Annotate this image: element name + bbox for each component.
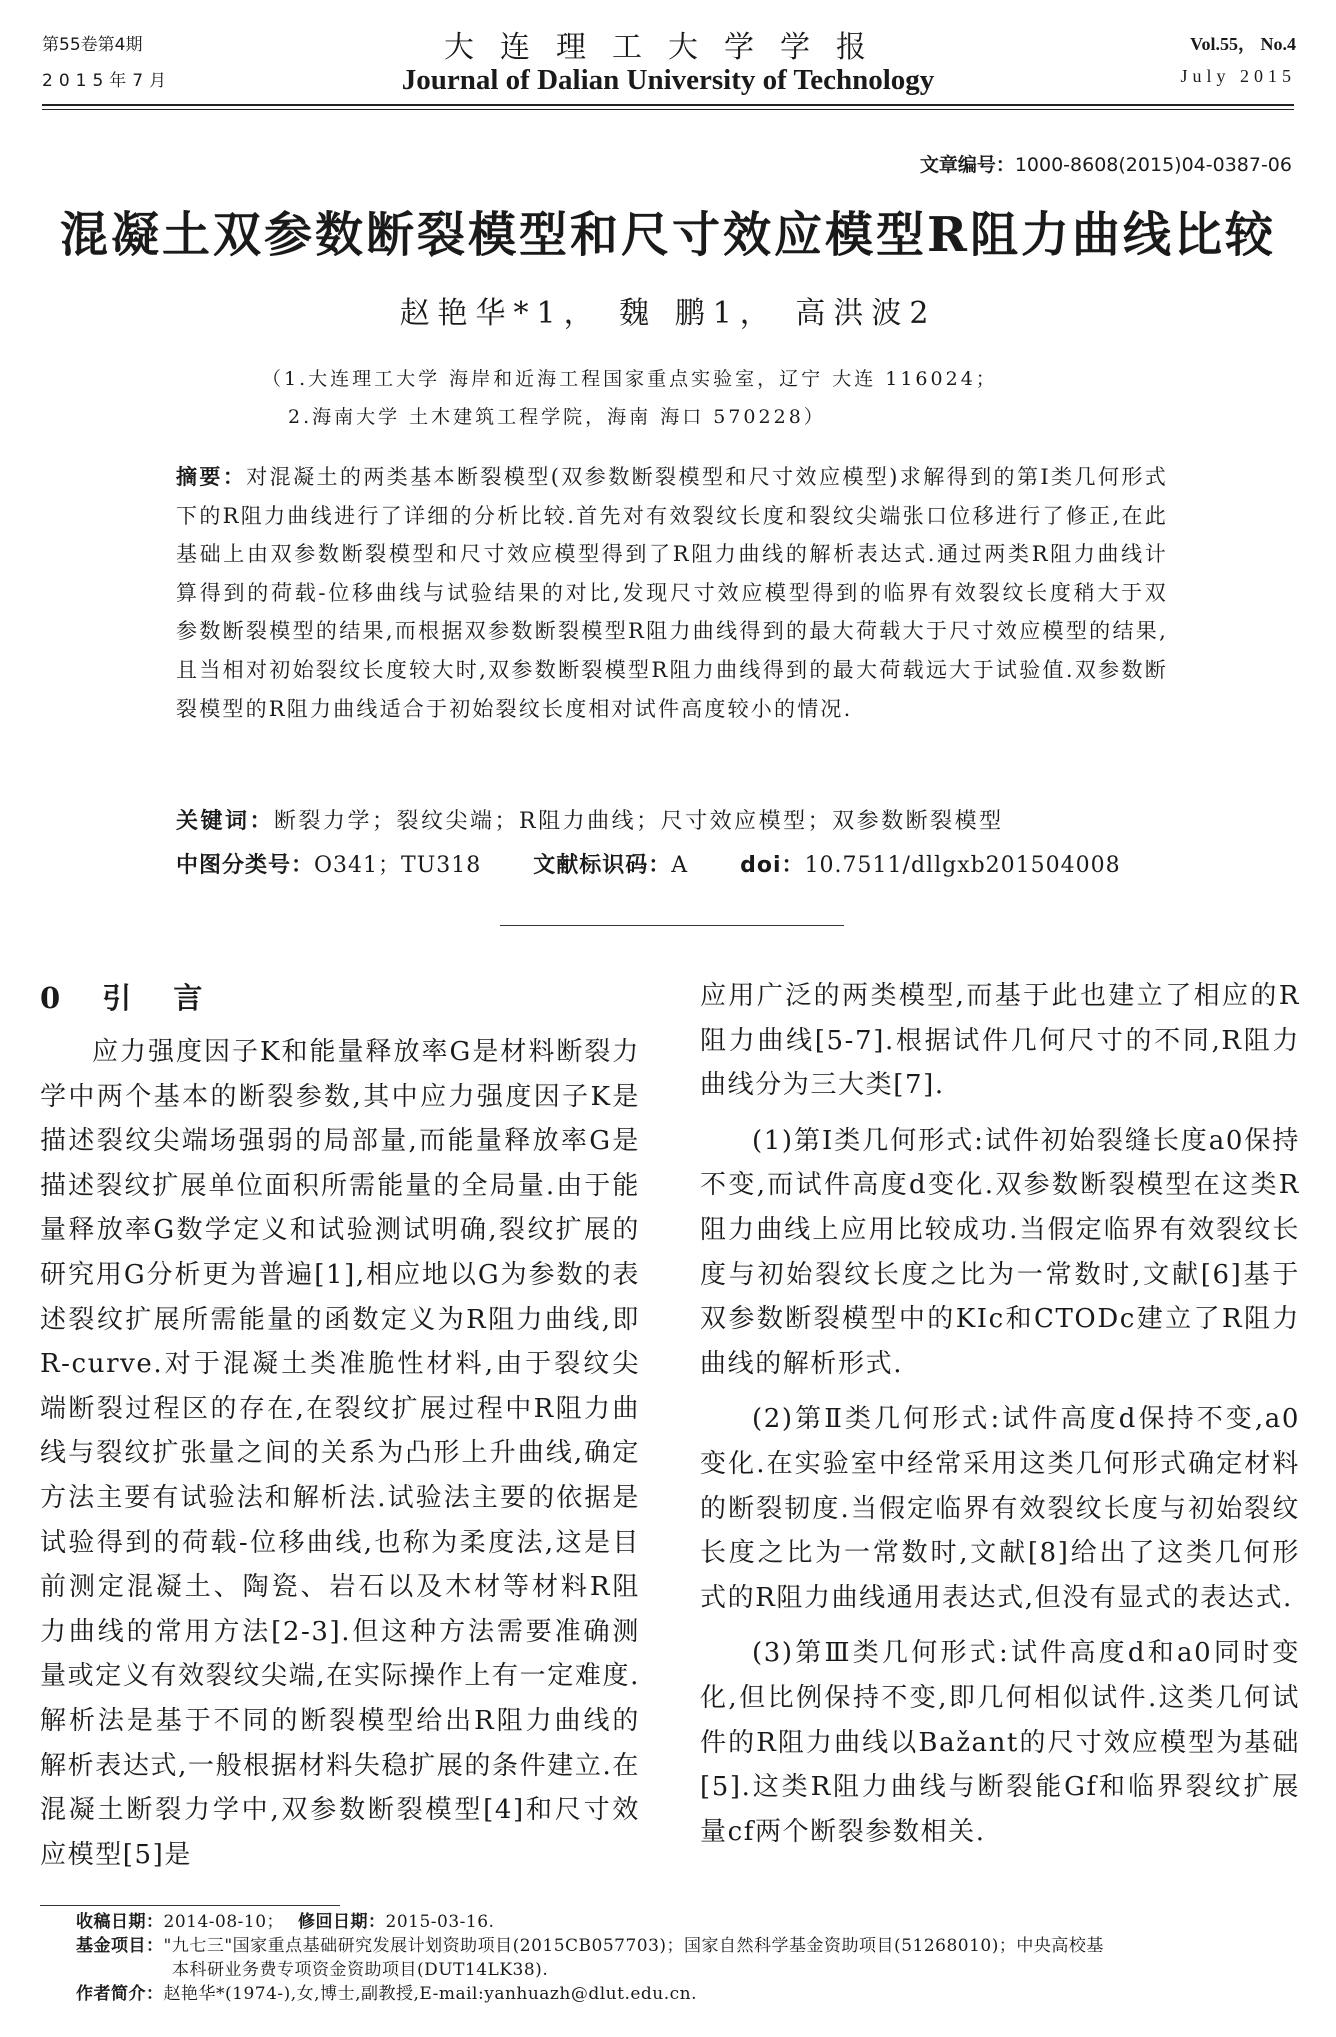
- footnotes: [76, 1910, 1326, 2006]
- author-list: 赵艳华*1， 魏 鹏1， 高洪波2: [399, 296, 937, 331]
- footnote-fund: [76, 1934, 1326, 1958]
- body-paragraph: (2)第Ⅱ类几何形式:试件高度d保持不变,a0变化.在实验室中经常采用这类几何形式确定材料的断裂韧度.当假定临界有效裂纹长度与初始裂纹长度之比为一常数时,文献[8]给出了这类几何形式的R阻力曲线通用表达式,但没有显式的表达式.: [700, 1404, 1300, 1613]
- issue-date: 2015年7月: [42, 71, 173, 91]
- abstract-separator: [500, 925, 844, 926]
- received-label: 收稿日期：: [76, 1912, 164, 1932]
- body-paragraph: 应力强度因子K和能量释放率G是材料断裂力学中两个基本的断裂参数,其中应力强度因子K是描述裂纹尖端场强弱的局部量,而能量释放率G是描述裂纹扩展单位面积所需能量的全局量.由于能量释放率G数学定义和试验测试明确,裂纹扩展的研究用G分析更为普遍[1],相应地以G为参数的表述裂纹扩展所需能量的函数定义为R阻力曲线,即R-curve.对于混凝土类准脆性材料,由于裂纹尖端断裂过程区的存在,在裂纹扩展过程中R阻力曲线与裂纹扩张量之间的关系为凸形上升曲线,确定方法主要有试验法和解析法.试验法主要的依据是试验得到的荷载-位移曲线,也称为柔度法,这是目前测定混凝土、陶瓷、岩石以及木材等材料R阻力曲线的常用方法[2-3].但这种方法需要准确测量或定义有效裂纹尖端,在实际操作上有一定难度.解析法是基于不同的断裂模型给出R阻力曲线的解析表达式,一般根据材料失稳扩展的条件建立.在混凝土断裂力学中,双参数断裂模型[4]和尺寸效应模型[5]是: [40, 1037, 640, 1870]
- clc-label: 中图分类号：: [176, 853, 315, 878]
- keywords-text: 断裂力学；裂纹尖端；R阻力曲线；尺寸效应模型；双参数断裂模型: [274, 809, 1004, 834]
- journal-title-cn: 大连理工大学学报: [444, 30, 892, 65]
- clc-value: O341；TU318: [314, 853, 482, 878]
- footnote-author: [76, 1982, 1326, 2006]
- doi-link[interactable]: 10.7511/dllgxb201504008: [804, 853, 1121, 878]
- abstract-text: 对混凝土的两类基本断裂模型(双参数断裂模型和尺寸效应模型)求解得到的第Ⅰ类几何形式下的R阻力曲线进行了详细的分析比较.首先对有效裂纹长度和裂纹尖端张口位移进行了修正,在此基础上由双参数断裂模型和尺寸效应模型得到了R阻力曲线的解析表达式.通过两类R阻力曲线计算得到的荷载-位移曲线与试验结果的对比,发现尺寸效应模型得到的临界有效裂纹长度稍大于双参数断裂模型的结果,而根据双参数断裂模型R阻力曲线得到的最大荷载大于尺寸效应模型的结果,且当相对初始裂纹长度较大时,双参数断裂模型R阻力曲线得到的最大荷载远大于试验值.双参数断裂模型的R阻力曲线适合于初始裂纹长度相对试件高度较小的情况.: [176, 465, 1168, 721]
- body-column-left: [40, 1030, 640, 1877]
- affiliation-2: 2.海南大学 土木建筑工程学院，海南 海口 570228）: [288, 406, 826, 428]
- revised-date: 2015-03-16.: [385, 1912, 495, 1932]
- body-paragraph: (1)第Ⅰ类几何形式:试件初始裂缝长度a0保持不变,而试件高度d变化.双参数断裂模型在这类R阻力曲线上应用比较成功.当假定临界有效裂纹长度与初始裂纹长度之比为一常数时,文献[6]基于双参数断裂模型中的KIc和CTODc建立了R阻力曲线的解析形式.: [700, 1125, 1300, 1379]
- doi-label: doi：: [740, 853, 805, 878]
- header-rule-thin: [42, 109, 1294, 110]
- header-rule: [42, 104, 1294, 106]
- footnote-rule: [40, 1905, 340, 1906]
- body-paragraph: 应用广泛的两类模型,而基于此也建立了相应的R阻力曲线[5-7].根据试件几何尺寸的不同,R阻力曲线分为三大类[7].: [700, 981, 1300, 1101]
- article-number-label: 文章编号：: [919, 154, 1015, 176]
- paper-title: 混凝土双参数断裂模型和尺寸效应模型R阻力曲线比较: [60, 207, 1276, 263]
- received-date: 2014-08-10；: [163, 1912, 285, 1932]
- article-number-value: 1000-8608(2015)04-0387-06: [1014, 154, 1292, 176]
- keywords: [176, 804, 1004, 835]
- doc-code-value: A: [671, 853, 689, 878]
- doc-code-label: 文献标识码：: [533, 853, 672, 878]
- issue-volume: 第55卷第4期: [42, 35, 143, 55]
- body-paragraph: (3)第Ⅲ类几何形式:试件高度d和a0同时变化,但比例保持不变,即几何相似试件.这类几何试件的R阻力曲线以Bažant的尺寸效应模型为基础[5].这类R阻力曲线与断裂能Gf和临界裂纹扩展量cf两个断裂参数相关.: [700, 1638, 1300, 1847]
- fund-text-2: 本科研业务费专项资金资助项目(DUT14LK38).: [172, 1960, 549, 1980]
- abstract-label: 摘要：: [176, 465, 247, 489]
- author-bio-label: 作者简介：: [76, 1984, 164, 2004]
- article-number: [920, 150, 1292, 177]
- fund-text-1: "九七三"国家重点基础研究发展计划资助项目(2015CB057703)；国家自然科学基金资助项目(51268010)；中央高校基: [163, 1936, 1104, 1956]
- revised-label: 修回日期：: [298, 1912, 386, 1932]
- keywords-label: 关键词：: [176, 809, 275, 834]
- journal-title-en: Journal of Dalian University of Technology: [401, 64, 935, 96]
- volume-number-en: Vol.55， No.4: [1190, 34, 1296, 54]
- classification-line: [176, 848, 1121, 879]
- abstract: [176, 458, 1168, 728]
- footnote-dates: [76, 1910, 1326, 1934]
- affiliation-1: （1.大连理工大学 海岸和近海工程国家重点实验室，辽宁 大连 116024；: [262, 368, 998, 390]
- section-heading: 0 引 言: [40, 981, 219, 1015]
- fund-label: 基金项目：: [76, 1936, 164, 1956]
- author-bio: 赵艳华*(1974-),女,博士,副教授,E-mail:yanhuazh@dlut.edu.cn.: [163, 1984, 698, 2004]
- body-column-right: [700, 974, 1300, 1854]
- issue-date-en: July 2015: [1180, 66, 1296, 86]
